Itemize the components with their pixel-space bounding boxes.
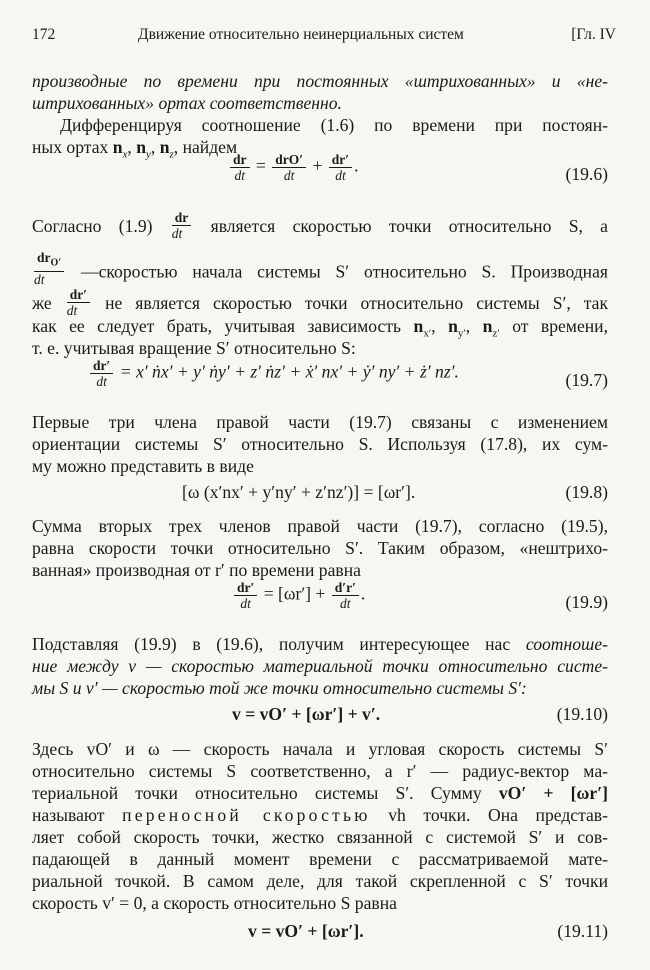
paragraph-line: Дифференцируя соотношение (1.6) по времени при постоян- — [60, 115, 608, 135]
paragraph-line: ние между v — скоростью материальной точки относительно систе- — [32, 656, 608, 676]
paragraph-line: $dr_{O'}$ dt —скоростью начала системы S′ относительно S. Производная — [34, 250, 608, 287]
equation-number: (19.9) — [565, 592, 608, 612]
paragraph-line: ориентации системы S′ относительно S. Используя (17.8), их сум- — [32, 434, 608, 454]
equation-19-7: $\frac{dr'}{dt}$ = x′ ṅx′ + y′ ṅy′ + z′ ṅz′ + ẋ′ nx′ + ẏ′ ny′ + ż′ nz′. — [88, 358, 459, 389]
equation-number: (19.10) — [556, 704, 608, 724]
equation-19-6: $\frac{dr}{dt}$ = drO′ dt + $\frac{dr'}{dt}$ . — [228, 152, 359, 183]
equation-19-10: v = vO′ + [ωr′] + v′. — [232, 704, 381, 724]
paragraph-line: Здесь vO′ и ω — скорость начала и угловая скорость системы S′ — [32, 739, 608, 759]
running-header — [32, 26, 616, 50]
equation-number: (19.6) — [565, 164, 608, 184]
paragraph-line: му можно представить в виде — [32, 456, 254, 476]
paragraph-line: териальной точки относительно системы S′. Сумму vO′ + [ωr′] — [32, 783, 608, 803]
paragraph-line: Согласно (1.9) $\frac{dr}{dt}$ является скоростью точки относительно S, а — [32, 210, 608, 241]
equation-19-8: [ω (x′nx′ + y′ny′ + z′nz′)] = [ωr′]. — [182, 482, 416, 502]
paragraph-line: т. е. учитывая вращение S′ относительно S: — [32, 338, 356, 358]
paragraph-line: мы S и v′ — скоростью той же точки относительно системы S′: — [32, 678, 527, 698]
equation-number: (19.11) — [557, 921, 608, 941]
paragraph-line: Подставляя (19.9) в (19.6), получим интересующее нас соотноше- — [32, 634, 608, 654]
equation-number: (19.8) — [565, 482, 608, 502]
paragraph-line: Сумма вторых трех членов правой части (19.7), согласно (19.5), — [32, 516, 608, 536]
paragraph-line: Первые три члена правой части (19.7) связаны с изменением — [32, 412, 608, 432]
paragraph-line: же $\frac{dr'}{dt}$ не является скоростью точки относительно системы S′, так — [32, 287, 608, 318]
paragraph-line: относительно системы S соответственно, а r′ — радиус-вектор ма- — [32, 761, 608, 781]
paragraph-line: падающей в данный момент времени с рассматриваемой мате- — [32, 849, 608, 869]
chapter-label: [Гл. IV — [571, 26, 616, 43]
paragraph-line: ных ортах $n_x$, $n_y$, $n_z$, найдем — [32, 137, 238, 161]
page-number: 172 — [32, 26, 56, 43]
paragraph-line: штрихованных» ортах соответственно. — [32, 93, 342, 113]
paragraph-line: риальной точкой. В самом деле, для такой скрепленной с S′ точки — [32, 871, 608, 891]
paragraph-line: ляет собой скорость точки, жестко связанной с системой S′ и сов- — [32, 827, 608, 847]
paragraph-line: равна скорости точки относительно S′. Таким образом, «нештрихо- — [32, 538, 608, 558]
equation-19-9: $\frac{dr'}{dt}$ = [ωr′] + $\frac{d'r'}{dt}$ . — [232, 580, 365, 611]
equation-19-11: v = vO′ + [ωr′]. — [248, 921, 364, 941]
paragraph-line: скорость v′ = 0, а скорость относительно S равна — [32, 893, 397, 913]
paragraph-line: производные по времени при постоянных «штрихованных» и «не- — [32, 71, 608, 91]
paragraph-line: называют переносной скоростью vh точки. Она представ- — [32, 805, 608, 825]
equation-number: (19.7) — [565, 370, 608, 390]
header-title: Движение относительно неинерциальных систем — [138, 26, 464, 43]
paragraph-line: как ее следует брать, учитывая зависимость $n_{x'}$, $n_{y'}$, $n_{z'}$ от времени, — [32, 316, 608, 340]
paragraph-line: ванная» производная от r′ по времени равна — [32, 560, 361, 580]
